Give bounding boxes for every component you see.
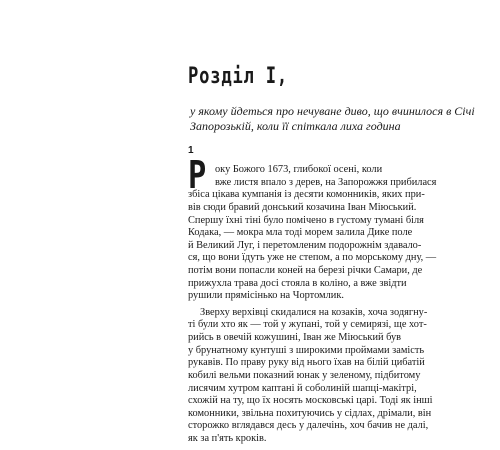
text-line: вів сюди бравий донський козачина Іван Міюський.: [188, 201, 417, 213]
text-line: Кодака, — мокра мла тоді морем залила Дике поле: [188, 227, 413, 239]
text-line: оку Божого 1673, глибокої осені, коли: [215, 164, 383, 175]
text-line: як за п'ять кроків.: [188, 433, 267, 444]
text-line: кобилі вельми показний юнак у зеленому, підбитому: [188, 369, 421, 381]
text-line: потім вони попасли коней на березі річки Самари, де: [188, 265, 423, 276]
text-line: прижухла трава досі стояла в коліно, а вже звідти: [188, 277, 407, 289]
text-line: рийсь в овечій кожушині, Іван же Міюський був: [188, 332, 402, 343]
section-number: 1: [188, 145, 194, 156]
text-line: Зверху верхівці скидалися на козаків, хоча зодягну-: [200, 306, 428, 318]
drop-cap: Р: [188, 153, 207, 197]
text-line: рушили прямісінько на Чортомлик.: [188, 290, 344, 302]
text-line: й Великий Луг, і перетомленим подорожнім здавало-: [188, 239, 422, 251]
text-line: комонники, звільна похитуючись у сідлах, дрімали, він: [188, 407, 432, 419]
text-line: Спершу їхні тіні було помічено в густому тумані біля: [188, 214, 424, 226]
chapter-title: Розділ I,: [188, 64, 289, 89]
text-line: ся, що вони їдуть уже не степом, а по морському дну, —: [188, 252, 437, 264]
text-line: рукавів. По праву руку від нього їхав на білій цибатій: [188, 357, 425, 369]
chapter-subtitle: у якому йдеться про нечуване диво, що вчинилося в Січі Запорозькій, коли її спіткала лиха година: [190, 104, 475, 133]
text-line: збіса цікава кумпанія із десяти комонників, яких при-: [188, 189, 425, 201]
text-line: лисячим хутром каптані й соболиній шапці-макітрі,: [188, 382, 417, 394]
text-line: ті були хто як — той у жупані, той у семирязі, ще хот-: [188, 319, 427, 331]
text-line: вже листя впало з дерев, на Запорожжя прибилася: [215, 176, 437, 188]
text-line: схожій на ту, що їх носять московські царі. Тоді як інші: [188, 395, 433, 407]
text-line: сторожко вглядався десь у далечінь, хоч бачив не далі,: [188, 420, 429, 432]
text-line: у брунатному кунтуші з широкими проймами замість: [188, 344, 425, 356]
